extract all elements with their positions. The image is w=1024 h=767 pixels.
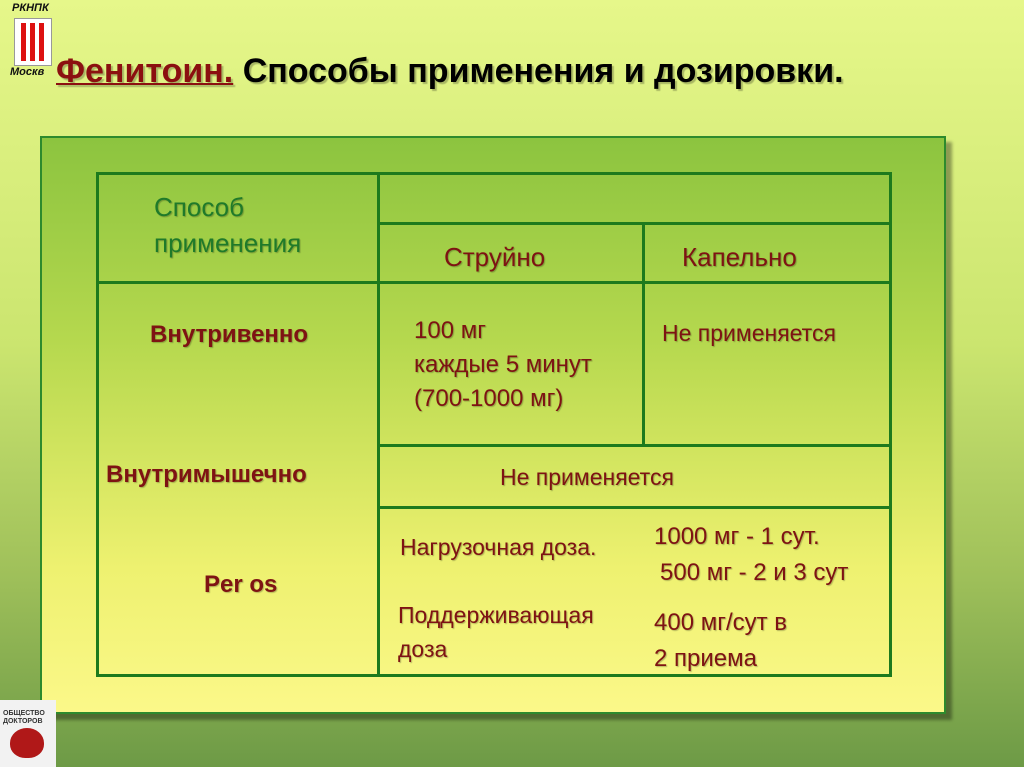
title-drug-name: Фенитоин. xyxy=(56,52,234,90)
row-label-iv: Внутривенно xyxy=(150,321,309,348)
heart-logo-icon xyxy=(14,18,52,66)
header-drip: Капельно xyxy=(682,242,797,272)
oral-loading-label: Нагрузочная доза. xyxy=(400,534,597,560)
oral-loading-line1: 1000 мг - 1 сут. xyxy=(654,523,820,550)
slide-title xyxy=(56,52,844,91)
oral-loading-line2: 500 мг - 2 и 3 сут xyxy=(660,559,849,586)
content-panel xyxy=(40,136,946,714)
iv-bolus-line1: 100 мг xyxy=(414,317,486,344)
row-label-im: Внутримышечно xyxy=(106,461,307,488)
heart-icon xyxy=(10,728,44,758)
logo-city-text: Москв xyxy=(10,66,45,78)
header-method-line1: Способ xyxy=(154,192,244,222)
title-subject: Способы применения и дозировки. xyxy=(242,52,844,90)
society-logo-line2: ДОКТОРОВ xyxy=(3,718,43,725)
im-value: Не применяется xyxy=(500,464,674,490)
society-logo-line1: ОБЩЕСТВО xyxy=(3,710,45,717)
header-top-blank-cell xyxy=(377,172,892,225)
society-logo xyxy=(0,700,56,767)
oral-maint-label-line1: Поддерживающая xyxy=(398,602,594,628)
society-logo-text xyxy=(3,710,45,726)
oral-maint-line1: 400 мг/сут в xyxy=(654,609,788,636)
logo-org-text: РКНПК xyxy=(12,2,49,14)
iv-drip-cell xyxy=(642,281,892,447)
organization-logo xyxy=(6,2,58,82)
header-bolus: Струйно xyxy=(444,242,546,272)
header-method-line2: применения xyxy=(154,228,302,258)
oral-maint-label-line2: доза xyxy=(398,636,448,662)
oral-maint-line2: 2 приема xyxy=(654,645,757,672)
iv-drip-value: Не применяется xyxy=(662,320,836,346)
iv-bolus-line2: каждые 5 минут xyxy=(414,351,592,378)
iv-bolus-line3: (700-1000 мг) xyxy=(414,385,564,412)
row-label-oral: Per os xyxy=(204,571,278,598)
